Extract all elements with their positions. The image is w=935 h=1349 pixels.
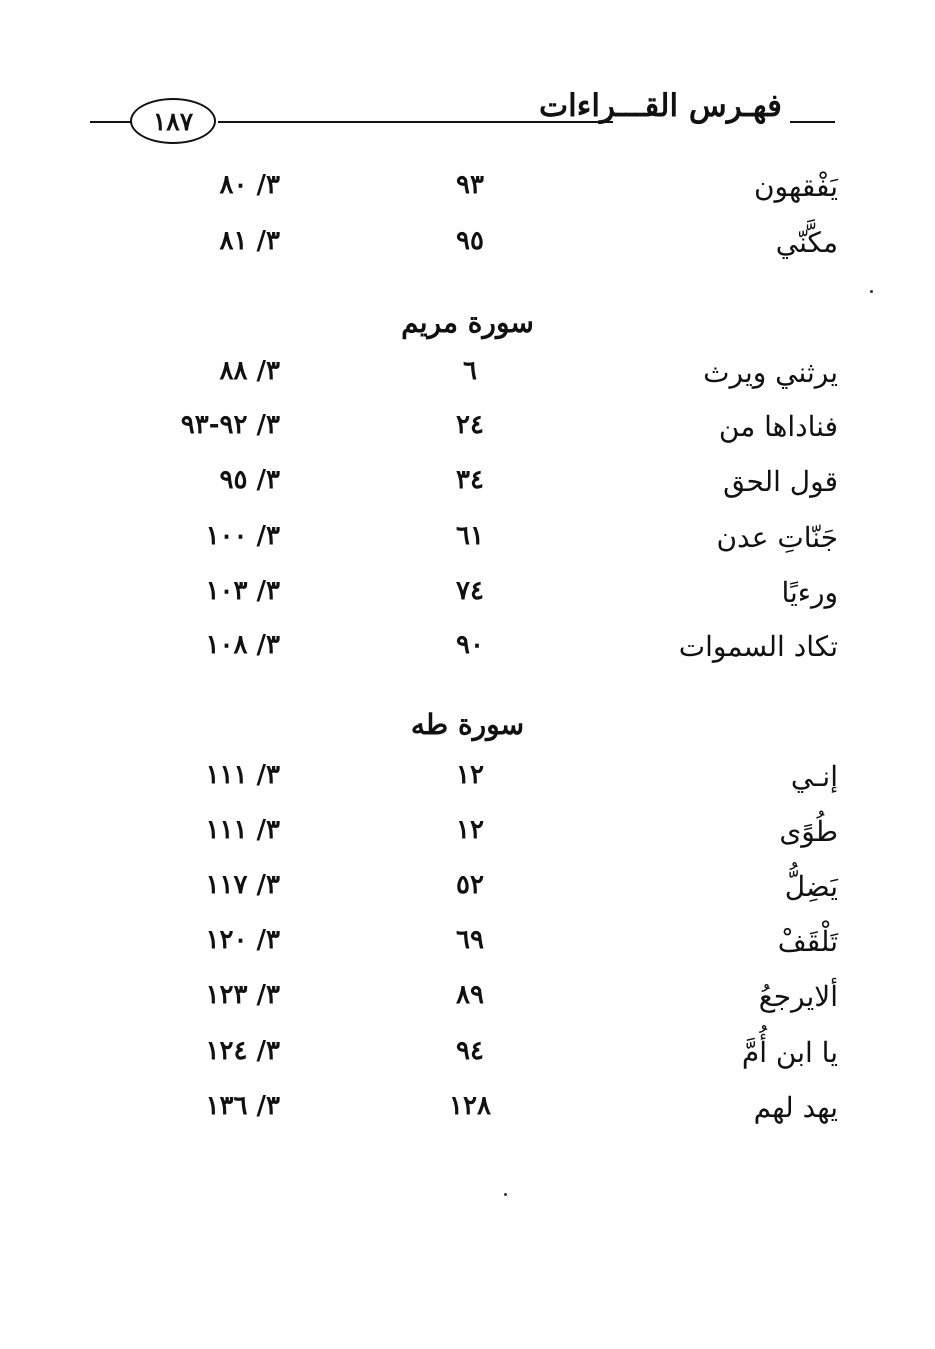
volume-page-ref: ٣/ ٨٠	[219, 170, 280, 200]
volume-page-ref: ٣/ ١١١	[205, 760, 280, 790]
index-row	[0, 576, 935, 620]
index-row	[0, 815, 935, 859]
volume-page-ref: ٣/ ١٢٤	[205, 1036, 280, 1066]
index-row	[0, 356, 935, 400]
volume-page-ref: ٣/ ١١١	[205, 815, 280, 845]
scan-speck	[870, 290, 873, 293]
verse-number: ٢٤	[456, 410, 484, 440]
volume-page-ref: ٣/ ٩٢-٩٣	[180, 410, 280, 440]
reading-word: قول الحق	[723, 465, 838, 498]
index-row	[0, 1036, 935, 1080]
volume-page-ref: ٣/ ٨١	[219, 226, 280, 256]
verse-number: ٧٤	[456, 576, 484, 606]
verse-number: ١٢	[456, 760, 484, 790]
index-row	[0, 760, 935, 804]
index-row	[0, 630, 935, 674]
reading-word: يَفْقهون	[753, 170, 838, 203]
volume-page-ref: ٣/ ١٠٠	[205, 521, 280, 551]
verse-number: ٦١	[456, 521, 484, 551]
index-row	[0, 170, 935, 214]
running-header	[90, 88, 840, 150]
index-row	[0, 521, 935, 565]
index-row	[0, 870, 935, 914]
reading-word: يهد لهم	[753, 1091, 838, 1124]
volume-page-ref: ٣/ ١٣٦	[205, 1091, 280, 1121]
surah-heading: سورة طه	[410, 708, 525, 741]
reading-word: إنـي	[790, 760, 838, 793]
index-row	[0, 925, 935, 969]
verse-number: ٦٩	[456, 925, 484, 955]
reading-word: تَلْقَفْ	[777, 925, 838, 958]
scan-speck	[504, 1193, 507, 1196]
reading-word: يَضِلُّ	[784, 870, 838, 903]
verse-number: ٩٤	[456, 1036, 484, 1066]
verse-number: ١٢	[456, 815, 484, 845]
page-title: فهـرس القـــراءات	[538, 88, 782, 124]
verse-number: ٨٩	[456, 980, 484, 1010]
volume-page-ref: ٣/ ٩٥	[219, 465, 280, 495]
verse-number: ١٢٨	[449, 1091, 491, 1121]
reading-word: طُوًى	[779, 815, 838, 848]
verse-number: ٩٣	[456, 170, 484, 200]
volume-page-ref: ٣/ ١٠٨	[205, 630, 280, 660]
header-rule-left	[90, 121, 132, 123]
verse-number: ٩٠	[456, 630, 484, 660]
reading-word: يرثني ويرث	[703, 356, 838, 389]
reading-word: يا ابن أُمَّ	[741, 1036, 838, 1069]
index-row	[0, 1091, 935, 1135]
header-rule-right	[790, 121, 835, 123]
verse-number: ٣٤	[456, 465, 484, 495]
reading-word: مكَّنّي	[775, 226, 838, 259]
index-row	[0, 980, 935, 1024]
index-row	[0, 410, 935, 454]
volume-page-ref: ٣/ ١٢٣	[205, 980, 280, 1010]
verse-number: ٦	[463, 356, 477, 386]
reading-word: ورءيًا	[781, 576, 838, 609]
reading-word: ألايرجعُ	[758, 980, 838, 1013]
index-row	[0, 226, 935, 270]
reading-word: جَنّاتِ عدن	[716, 521, 838, 554]
reading-word: فناداها من	[718, 410, 838, 443]
index-row	[0, 465, 935, 509]
verse-number: ٩٥	[456, 226, 484, 256]
volume-page-ref: ٣/ ٨٨	[219, 356, 280, 386]
volume-page-ref: ٣/ ١١٧	[205, 870, 280, 900]
page-number: ١٨٧	[130, 98, 216, 144]
reading-word: تكاد السموات	[678, 630, 838, 663]
surah-heading: سورة مريم	[401, 306, 534, 339]
volume-page-ref: ٣/ ١٠٣	[205, 576, 280, 606]
volume-page-ref: ٣/ ١٢٠	[205, 925, 280, 955]
verse-number: ٥٢	[456, 870, 484, 900]
